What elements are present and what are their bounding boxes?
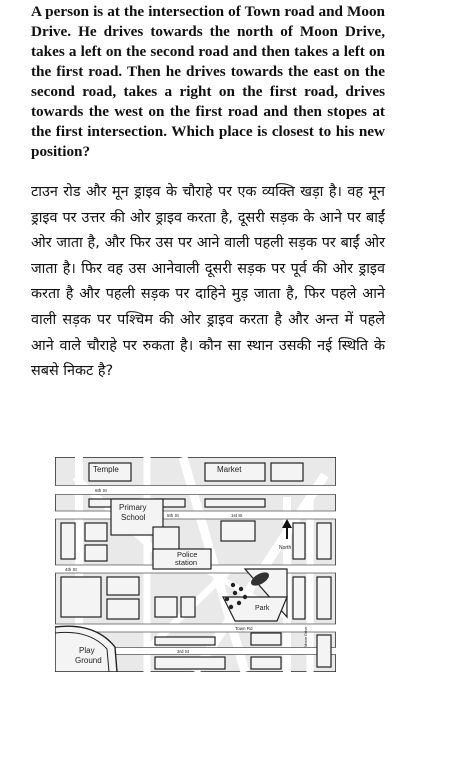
label-primary-school-2: School (121, 513, 146, 522)
label-4th-st: 4th St (65, 567, 77, 572)
label-police-station-2: station (175, 558, 198, 567)
label-6th-st: 6th St (95, 488, 107, 493)
question-hindi: टाउन रोड और मून ड्राइव के चौराहे पर एक व्यक्ति खड़ा है। वह मून ड्राइव पर उत्तर की ओर ड्राइव करता है, दूसरी सड़क के आने पर बाईं ओर जाता है, और फिर उस पर आने वाली पहली सड़क पर बाईं ओर जाता है। फिर वह उस आनेवाली दूसरी सड़क पर पूर्व की ओर ड्राइव करता है और पहली सड़क पर दाहिने मुड़ जाता है, फिर पहले आने वाली सड़क पर पश्चिम की ओर ड्राइव करता है और अन्त में पहले आने वाले चौराहे पर रुकता है। कौन सा स्थान उसकी नई स्थिति के सबसे निकट है? (31, 184, 385, 380)
question-english: A person is at the intersection of Town road and Moon Drive. He drives towards the north of Moon Drive, takes a left on the second road and then takes a left on the first road. Then he drives towards the east on the second road, takes a right on the first road, drives towards the west on the first road and then stopes at the first intersection. Which place is closest to his new position? (31, 3, 385, 160)
label-3rd-st: 3rd St (177, 649, 190, 654)
label-park: Park (255, 605, 270, 612)
label-play-ground-1: Play (79, 646, 95, 655)
label-primary-school-1: Primary (119, 503, 147, 512)
label-temple: Temple (93, 465, 119, 474)
label-play-ground-2: Ground (75, 656, 102, 665)
label-market: Market (217, 465, 242, 474)
label-ist-st: 1st St (231, 513, 243, 518)
label-town-rd: Town Rd (235, 626, 253, 631)
map-figure (55, 457, 336, 672)
map-svg (55, 457, 336, 672)
label-north: North (279, 545, 292, 551)
label-moon-drive: Moon Drive (303, 626, 308, 647)
label-5th-st: 5th St (167, 513, 179, 518)
label-police-station-1: Police (177, 550, 198, 559)
